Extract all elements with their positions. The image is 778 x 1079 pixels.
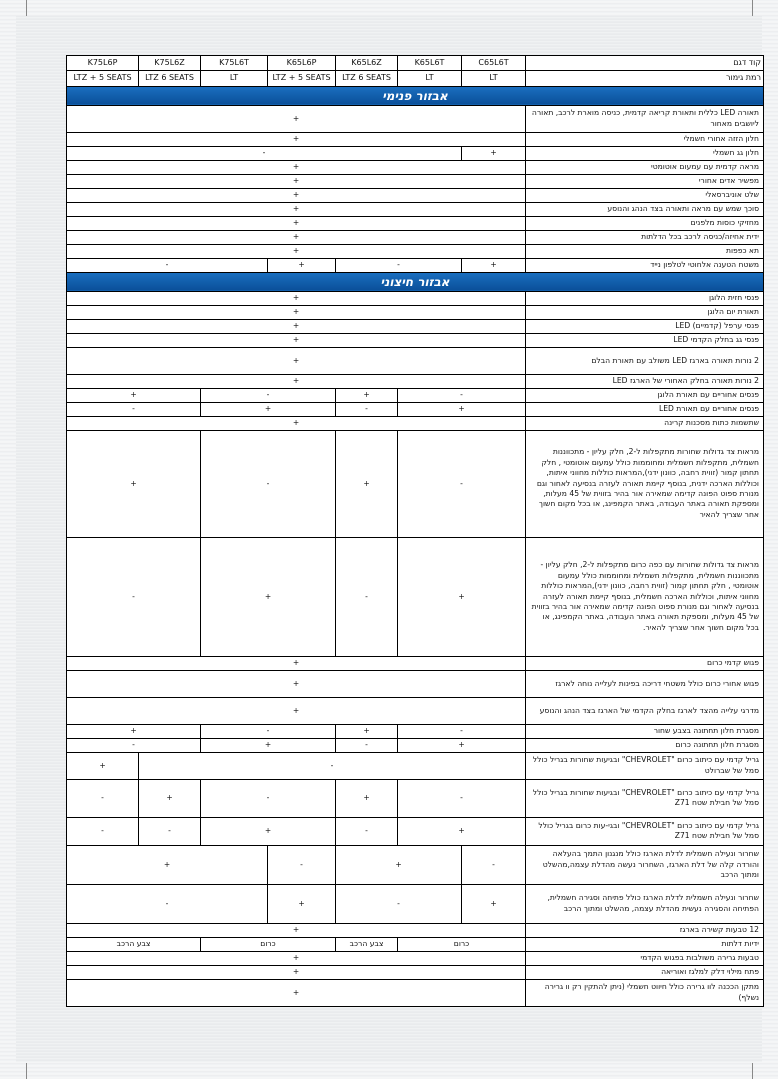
availability-cell: - xyxy=(139,752,526,779)
feature-row xyxy=(67,188,764,202)
availability-cell: - xyxy=(67,817,139,845)
availability-cell: - xyxy=(139,817,201,845)
availability-cell: + xyxy=(67,319,526,333)
section-title: אבזור חיצוני xyxy=(67,272,764,291)
availability-cell: - xyxy=(201,430,336,537)
feature-row xyxy=(67,697,764,724)
availability-cell: + xyxy=(67,374,526,388)
feature-label: שחרור ונעילה חשמלית לדלת הארגז כולל מנגנון התמך בהעלאה והורדה קלה של דלת הארגז, השחרור נעשה מהדלת עצמה,מהשלט ומתוך הרכב xyxy=(526,845,764,884)
feature-label: שחרור ונעילה חשמלית לדלת הארגז כולל פתיחה וסגירה חשמלית, הפתיחה והסגירה נעשית מהדלת עצמה, מהשלט ומתוך הרכב xyxy=(526,884,764,923)
feature-label: פגוש קדמי כרום xyxy=(526,656,764,670)
availability-cell: - xyxy=(67,258,268,272)
trim-level-label: רמת גימור xyxy=(526,71,764,86)
model-code-cell: K75L6Z xyxy=(139,56,201,71)
availability-cell: צבע הרכב xyxy=(67,937,201,951)
spec-table xyxy=(66,55,764,1007)
availability-cell: - xyxy=(462,845,526,884)
availability-cell: - xyxy=(201,388,336,402)
feature-row xyxy=(67,374,764,388)
feature-label: פתח מילוי דלק למלגז ואוריאה xyxy=(526,965,764,979)
availability-cell: - xyxy=(336,884,462,923)
feature-row xyxy=(67,923,764,937)
feature-row xyxy=(67,779,764,817)
availability-cell: + xyxy=(67,752,139,779)
model-code-cell: K75L6T xyxy=(201,56,268,71)
feature-label: פנסי חזית הלוגן xyxy=(526,291,764,305)
availability-cell: + xyxy=(201,537,336,656)
availability-cell: + xyxy=(67,724,201,738)
feature-label: פנסים אחוריים עם תאורת LED xyxy=(526,402,764,416)
availability-cell: + xyxy=(336,724,398,738)
availability-cell: + xyxy=(67,188,526,202)
feature-label: גריל קדמי עם כיתוב כרום "CHEVROLET" ובגיעות שחורות בגריל כולל סמל של שברולט xyxy=(526,752,764,779)
feature-row xyxy=(67,937,764,951)
availability-cell: - xyxy=(398,724,526,738)
availability-cell: + xyxy=(67,347,526,374)
availability-cell: + xyxy=(336,845,462,884)
feature-label: תא כפפות xyxy=(526,244,764,258)
feature-row xyxy=(67,884,764,923)
feature-row xyxy=(67,738,764,752)
feature-label: גריל קדמי עם כיתוב כרום "CHEVROLET" ובגי-עות כרום בגריל כולל סמל של חבילת שטח Z71 xyxy=(526,817,764,845)
availability-cell: + xyxy=(398,738,526,752)
feature-row xyxy=(67,333,764,347)
feature-row xyxy=(67,258,764,272)
feature-label: מראות צד גדולות שחורות עם כפה כרום מתקפלות ל-2, חלק עליון - מתכווננות חשמלית, מתקפלות חשמלית ומחוממות כולל עמעום אוטומטי , חלק תחתון קמור (זווית רחבה, כוונון ידני),המראות כוללות מחווני איתות, וכוללות הארכה חשמלית, בנוסף קיימת תאורה לעזרה בנסיעה לאחור וגם מנורת ספוט הפונה קדימה שמאירה אור בהיר בזווית של 45 מעלות, ומספקת תאורה באתר העבודה, באתר הקמפינג, או בכל מקום חשוך אחר שצריך להאיר. xyxy=(526,537,764,656)
availability-cell: - xyxy=(398,430,526,537)
availability-cell: + xyxy=(67,160,526,174)
availability-cell: + xyxy=(67,244,526,258)
feature-label: חלון גג חשמלי xyxy=(526,146,764,160)
feature-label: ידית אחיזה/כניסה לרכב בכל הדלתות xyxy=(526,230,764,244)
availability-cell: + xyxy=(67,388,201,402)
availability-cell: - xyxy=(201,724,336,738)
feature-label: 2 נורות תאורה בחלק האחורי של הארגז LED xyxy=(526,374,764,388)
feature-label: משטח הטענה אלחוטי לטלפון נייד xyxy=(526,258,764,272)
availability-cell: - xyxy=(336,738,398,752)
feature-label: מראות צד גדולות שחורות מתקפלות ל-2, חלק עליון - מתכווננות חשמלית, מתקפלות חשמלית ומחוממות כולל עמעום אוטומטי , חלק תחתון קמור (זווית רחבה, כוונון ידני),המראות כוללות מחווני איתות, וכוללות הארכה ידנית, בנוסף קיימת תאורה לעזרה בנסיעה לאחור וגם מנורת ספוט הפונה קדימה שמאירה אור בהיר בזווית של 45 מעלות, ומספקת תאורה באתר העבודה, באתר הקמפינג, או בכל מקום חשוך אחר שצריך להאיר xyxy=(526,430,764,537)
feature-label: פנסי ערפל (קדמיים) LED xyxy=(526,319,764,333)
feature-row xyxy=(67,216,764,230)
availability-cell: + xyxy=(462,146,526,160)
availability-cell: + xyxy=(336,388,398,402)
availability-cell: - xyxy=(67,402,201,416)
availability-cell: - xyxy=(67,884,268,923)
feature-row xyxy=(67,845,764,884)
availability-cell: - xyxy=(398,779,526,817)
availability-cell: - xyxy=(336,402,398,416)
availability-cell: + xyxy=(201,738,336,752)
availability-cell: + xyxy=(67,923,526,937)
trim-level-row xyxy=(67,71,764,86)
feature-row xyxy=(67,319,764,333)
trim-level-cell: LT xyxy=(462,71,526,86)
availability-cell: + xyxy=(67,105,526,132)
availability-cell: + xyxy=(398,817,526,845)
feature-label: פנסי גג בחלק הקדמי LED xyxy=(526,333,764,347)
feature-row xyxy=(67,244,764,258)
model-code-cell: C65L6T xyxy=(462,56,526,71)
feature-row xyxy=(67,291,764,305)
section-header-row xyxy=(67,272,764,291)
feature-row xyxy=(67,347,764,374)
availability-cell: + xyxy=(268,258,336,272)
feature-label: 12 טבעות קשירה בארגז xyxy=(526,923,764,937)
section-header-row xyxy=(67,86,764,105)
availability-cell: - xyxy=(67,779,139,817)
feature-label: ידיות דלתות xyxy=(526,937,764,951)
trim-level-cell: LTZ 6 SEATS xyxy=(139,71,201,86)
availability-cell: - xyxy=(268,845,336,884)
model-code-cell: K75L6P xyxy=(67,56,139,71)
availability-cell: + xyxy=(67,230,526,244)
availability-cell: + xyxy=(67,979,526,1006)
feature-label: מחזיקי כוסות מלפנים xyxy=(526,216,764,230)
availability-cell: + xyxy=(336,779,398,817)
availability-cell: כרום xyxy=(398,937,526,951)
feature-row xyxy=(67,402,764,416)
availability-cell: + xyxy=(398,537,526,656)
availability-cell: + xyxy=(67,333,526,347)
model-code-row xyxy=(67,56,764,71)
model-code-cell: K65L6P xyxy=(268,56,336,71)
feature-label: 2 נורות תאורה בארגז LED משולב עם תאורת הבלם xyxy=(526,347,764,374)
crop-mark xyxy=(26,1063,27,1079)
availability-cell: + xyxy=(67,174,526,188)
feature-row xyxy=(67,230,764,244)
availability-cell: + xyxy=(139,779,201,817)
feature-label: שתשמות כתות מסכנות קרינה xyxy=(526,416,764,430)
feature-label: סוכך שמש עם מראה ותאורה בצד הנהג והנוסע xyxy=(526,202,764,216)
feature-row xyxy=(67,160,764,174)
model-code-label: קוד דגם xyxy=(526,56,764,71)
availability-cell: + xyxy=(268,884,336,923)
availability-cell: + xyxy=(67,670,526,697)
availability-cell: + xyxy=(201,402,336,416)
feature-row xyxy=(67,951,764,965)
trim-level-cell: LT xyxy=(201,71,268,86)
feature-row xyxy=(67,656,764,670)
feature-label: מראה קדמית עם עמעום אוטומטי xyxy=(526,160,764,174)
availability-cell: + xyxy=(201,817,336,845)
availability-cell: + xyxy=(67,291,526,305)
feature-row xyxy=(67,305,764,319)
feature-label: מדרגי עלייה מהצד לארגז בחלק הקדמי של הארגז בצד הנהג והנוסע xyxy=(526,697,764,724)
feature-label: שלט אוניברסאלי xyxy=(526,188,764,202)
availability-cell: + xyxy=(67,951,526,965)
availability-cell: - xyxy=(67,146,462,160)
availability-cell: + xyxy=(67,430,201,537)
feature-row xyxy=(67,146,764,160)
feature-row xyxy=(67,105,764,132)
availability-cell: + xyxy=(462,258,526,272)
feature-label: מסגרת חלון תחתונה בצבע שחור xyxy=(526,724,764,738)
trim-level-cell: LTZ + 5 SEATS xyxy=(268,71,336,86)
availability-cell: - xyxy=(67,738,201,752)
model-code-cell: K65L6T xyxy=(398,56,462,71)
trim-level-cell: LTZ + 5 SEATS xyxy=(67,71,139,86)
feature-label: מתקן הככנה לוו גרירה כולל חיווט חשמלי (ניתן להתקין רק וו גרירה נשלף) xyxy=(526,979,764,1006)
availability-cell: + xyxy=(67,305,526,319)
availability-cell: + xyxy=(67,202,526,216)
availability-cell: + xyxy=(67,697,526,724)
availability-cell: + xyxy=(398,402,526,416)
availability-cell: - xyxy=(67,537,201,656)
crop-mark xyxy=(752,1063,753,1079)
trim-level-cell: LTZ 6 SEATS xyxy=(336,71,398,86)
availability-cell: + xyxy=(67,656,526,670)
crop-mark xyxy=(26,0,27,16)
feature-row xyxy=(67,416,764,430)
availability-cell: כרום xyxy=(201,937,336,951)
availability-cell: - xyxy=(398,388,526,402)
availability-cell: + xyxy=(67,845,268,884)
feature-row xyxy=(67,202,764,216)
feature-row xyxy=(67,132,764,146)
feature-label: גריל קדמי עם כיתוב כרום "CHEVROLET" ובגיעות שחורות בגריל כולל סמל של חבילת שטח Z71 xyxy=(526,779,764,817)
section-title: אבזור פנימי xyxy=(67,86,764,105)
feature-label: פנסים אחוריים עם תאורת הלוגן xyxy=(526,388,764,402)
feature-label: תאורת יום הלוגן xyxy=(526,305,764,319)
availability-cell: + xyxy=(336,430,398,537)
availability-cell: - xyxy=(336,817,398,845)
crop-mark xyxy=(752,0,753,16)
feature-row xyxy=(67,388,764,402)
model-code-cell: K65L6Z xyxy=(336,56,398,71)
availability-cell: - xyxy=(336,537,398,656)
feature-label: מפשיר אדים אחורי xyxy=(526,174,764,188)
feature-row xyxy=(67,430,764,537)
availability-cell: - xyxy=(336,258,462,272)
availability-cell: + xyxy=(67,965,526,979)
feature-row xyxy=(67,670,764,697)
feature-row xyxy=(67,979,764,1006)
feature-row xyxy=(67,537,764,656)
trim-level-cell: LT xyxy=(398,71,462,86)
availability-cell: + xyxy=(67,416,526,430)
spec-sheet xyxy=(66,55,763,1007)
feature-row xyxy=(67,965,764,979)
feature-label: חלון הזזה אחורי חשמלי xyxy=(526,132,764,146)
availability-cell: + xyxy=(67,132,526,146)
availability-cell: + xyxy=(67,216,526,230)
feature-row xyxy=(67,752,764,779)
availability-cell: - xyxy=(201,779,336,817)
spec-table-body xyxy=(67,56,764,1007)
feature-label: טבעות גרירה משולבות בפגוש הקדמי xyxy=(526,951,764,965)
feature-row xyxy=(67,724,764,738)
feature-row xyxy=(67,817,764,845)
feature-label: תאורה LED כללית ותאורת קריאה קדמית, כניסה מוארת לרכב, תאורה ליושבים מאחור xyxy=(526,105,764,132)
feature-row xyxy=(67,174,764,188)
availability-cell: צבע הרכב xyxy=(336,937,398,951)
feature-label: מסגרת חלון תחתונה כרום xyxy=(526,738,764,752)
feature-label: פגוש אחורי כרום כולל משטחי דריכה בפינות לעלייה נוחה לארגז xyxy=(526,670,764,697)
availability-cell: + xyxy=(462,884,526,923)
